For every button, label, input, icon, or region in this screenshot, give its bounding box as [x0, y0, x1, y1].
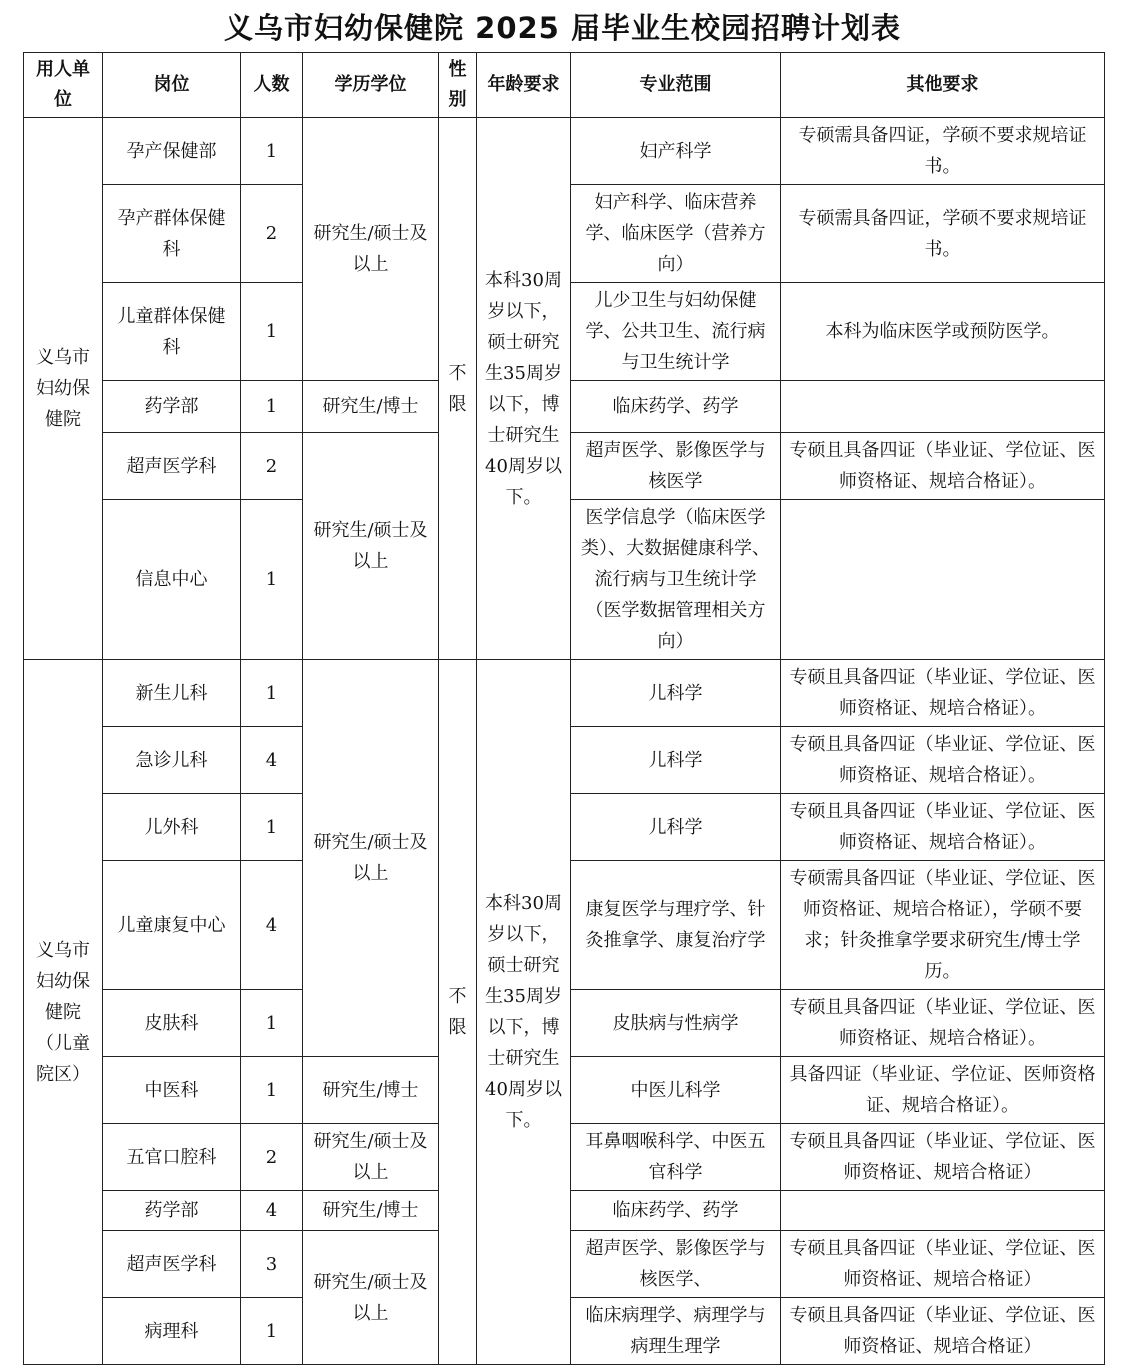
post-cell: 孕产群体保健科 [103, 185, 241, 283]
other-cell: 具备四证（毕业证、学位证、医师资格证、规培合格证）。 [781, 1057, 1105, 1124]
post-cell: 儿童康复中心 [103, 861, 241, 990]
post-cell: 药学部 [103, 381, 241, 433]
major-cell: 中医儿科学 [571, 1057, 781, 1124]
header-degree: 学历学位 [303, 53, 439, 118]
count-cell: 1 [241, 381, 303, 433]
degree-cell: 研究生/博士 [303, 1191, 439, 1231]
major-cell: 儿科学 [571, 794, 781, 861]
degree-cell: 研究生/博士 [303, 381, 439, 433]
major-cell: 临床药学、药学 [571, 381, 781, 433]
table-row [24, 660, 1105, 727]
count-cell: 4 [241, 861, 303, 990]
other-cell: 专硕需具备四证，学硕不要求规培证书。 [781, 118, 1105, 185]
recruitment-table [23, 52, 1105, 1365]
post-cell: 药学部 [103, 1191, 241, 1231]
count-cell: 1 [241, 118, 303, 185]
unit-cell: 义乌市妇幼保健院 [24, 118, 103, 660]
other-cell: 专硕需具备四证，学硕不要求规培证书。 [781, 185, 1105, 283]
other-cell: 专硕且具备四证（毕业证、学位证、医师资格证、规培合格证）。 [781, 990, 1105, 1057]
major-cell: 皮肤病与性病学 [571, 990, 781, 1057]
major-cell: 儿科学 [571, 660, 781, 727]
degree-cell: 研究生/硕士及以上 [303, 1231, 439, 1365]
other-cell: 专硕且具备四证（毕业证、学位证、医师资格证、规培合格证）。 [781, 727, 1105, 794]
other-cell: 专硕且具备四证（毕业证、学位证、医师资格证、规培合格证） [781, 1124, 1105, 1191]
other-cell: 专硕且具备四证（毕业证、学位证、医师资格证、规培合格证） [781, 1298, 1105, 1365]
other-cell [781, 381, 1105, 433]
other-cell: 专硕且具备四证（毕业证、学位证、医师资格证、规培合格证）。 [781, 660, 1105, 727]
major-cell: 临床药学、药学 [571, 1191, 781, 1231]
header-other: 其他要求 [781, 53, 1105, 118]
other-cell: 专硕且具备四证（毕业证、学位证、医师资格证、规培合格证） [781, 1231, 1105, 1298]
count-cell: 1 [241, 500, 303, 660]
header-age: 年龄要求 [477, 53, 571, 118]
post-cell: 五官口腔科 [103, 1124, 241, 1191]
post-cell: 病理科 [103, 1298, 241, 1365]
post-cell: 超声医学科 [103, 433, 241, 500]
count-cell: 1 [241, 660, 303, 727]
degree-cell: 研究生/博士 [303, 1057, 439, 1124]
count-cell: 1 [241, 794, 303, 861]
major-cell: 儿少卫生与妇幼保健学、公共卫生、流行病与卫生统计学 [571, 283, 781, 381]
major-cell: 妇产科学、临床营养学、临床医学（营养方向） [571, 185, 781, 283]
other-cell: 专硕且具备四证（毕业证、学位证、医师资格证、规培合格证）。 [781, 433, 1105, 500]
post-cell: 急诊儿科 [103, 727, 241, 794]
sex-cell: 不限 [439, 660, 477, 1365]
major-cell: 医学信息学（临床医学类）、大数据健康科学、流行病与卫生统计学（医学数据管理相关方向） [571, 500, 781, 660]
count-cell: 2 [241, 433, 303, 500]
degree-cell: 研究生/硕士及以上 [303, 433, 439, 660]
header-row [24, 53, 1105, 118]
count-cell: 1 [241, 1298, 303, 1365]
major-cell: 妇产科学 [571, 118, 781, 185]
major-cell: 超声医学、影像医学与核医学、 [571, 1231, 781, 1298]
other-cell: 专硕需具备四证（毕业证、学位证、医师资格证、规培合格证），学硕不要求；针灸推拿学要求研究生/博士学历。 [781, 861, 1105, 990]
degree-cell: 研究生/硕士及以上 [303, 1124, 439, 1191]
post-cell: 中医科 [103, 1057, 241, 1124]
post-cell: 皮肤科 [103, 990, 241, 1057]
count-cell: 1 [241, 1057, 303, 1124]
count-cell: 2 [241, 1124, 303, 1191]
post-cell: 新生儿科 [103, 660, 241, 727]
sex-cell: 不限 [439, 118, 477, 660]
table-row [24, 118, 1105, 185]
header-post: 岗位 [103, 53, 241, 118]
unit-cell: 义乌市妇幼保健院（儿童院区） [24, 660, 103, 1365]
other-cell: 本科为临床医学或预防医学。 [781, 283, 1105, 381]
other-cell [781, 500, 1105, 660]
header-major: 专业范围 [571, 53, 781, 118]
post-cell: 儿童群体保健科 [103, 283, 241, 381]
header-count: 人数 [241, 53, 303, 118]
header-sex: 性别 [439, 53, 477, 118]
other-cell [781, 1191, 1105, 1231]
major-cell: 康复医学与理疗学、针灸推拿学、康复治疗学 [571, 861, 781, 990]
major-cell: 耳鼻咽喉科学、中医五官科学 [571, 1124, 781, 1191]
degree-cell: 研究生/硕士及以上 [303, 660, 439, 1057]
post-cell: 超声医学科 [103, 1231, 241, 1298]
major-cell: 超声医学、影像医学与核医学 [571, 433, 781, 500]
post-cell: 孕产保健部 [103, 118, 241, 185]
other-cell: 专硕且具备四证（毕业证、学位证、医师资格证、规培合格证）。 [781, 794, 1105, 861]
header-unit: 用人单位 [24, 53, 103, 118]
count-cell: 4 [241, 727, 303, 794]
degree-cell: 研究生/硕士及以上 [303, 118, 439, 381]
post-cell: 信息中心 [103, 500, 241, 660]
age-cell: 本科30周岁以下，硕士研究生35周岁以下，博士研究生40周岁以下。 [477, 118, 571, 660]
count-cell: 1 [241, 990, 303, 1057]
major-cell: 儿科学 [571, 727, 781, 794]
post-cell: 儿外科 [103, 794, 241, 861]
major-cell: 临床病理学、病理学与病理生理学 [571, 1298, 781, 1365]
count-cell: 2 [241, 185, 303, 283]
count-cell: 1 [241, 283, 303, 381]
page-title: 义乌市妇幼保健院 2025 届毕业生校园招聘计划表 [224, 11, 901, 45]
age-cell: 本科30周岁以下，硕士研究生35周岁以下，博士研究生40周岁以下。 [477, 660, 571, 1365]
count-cell: 4 [241, 1191, 303, 1231]
count-cell: 3 [241, 1231, 303, 1298]
